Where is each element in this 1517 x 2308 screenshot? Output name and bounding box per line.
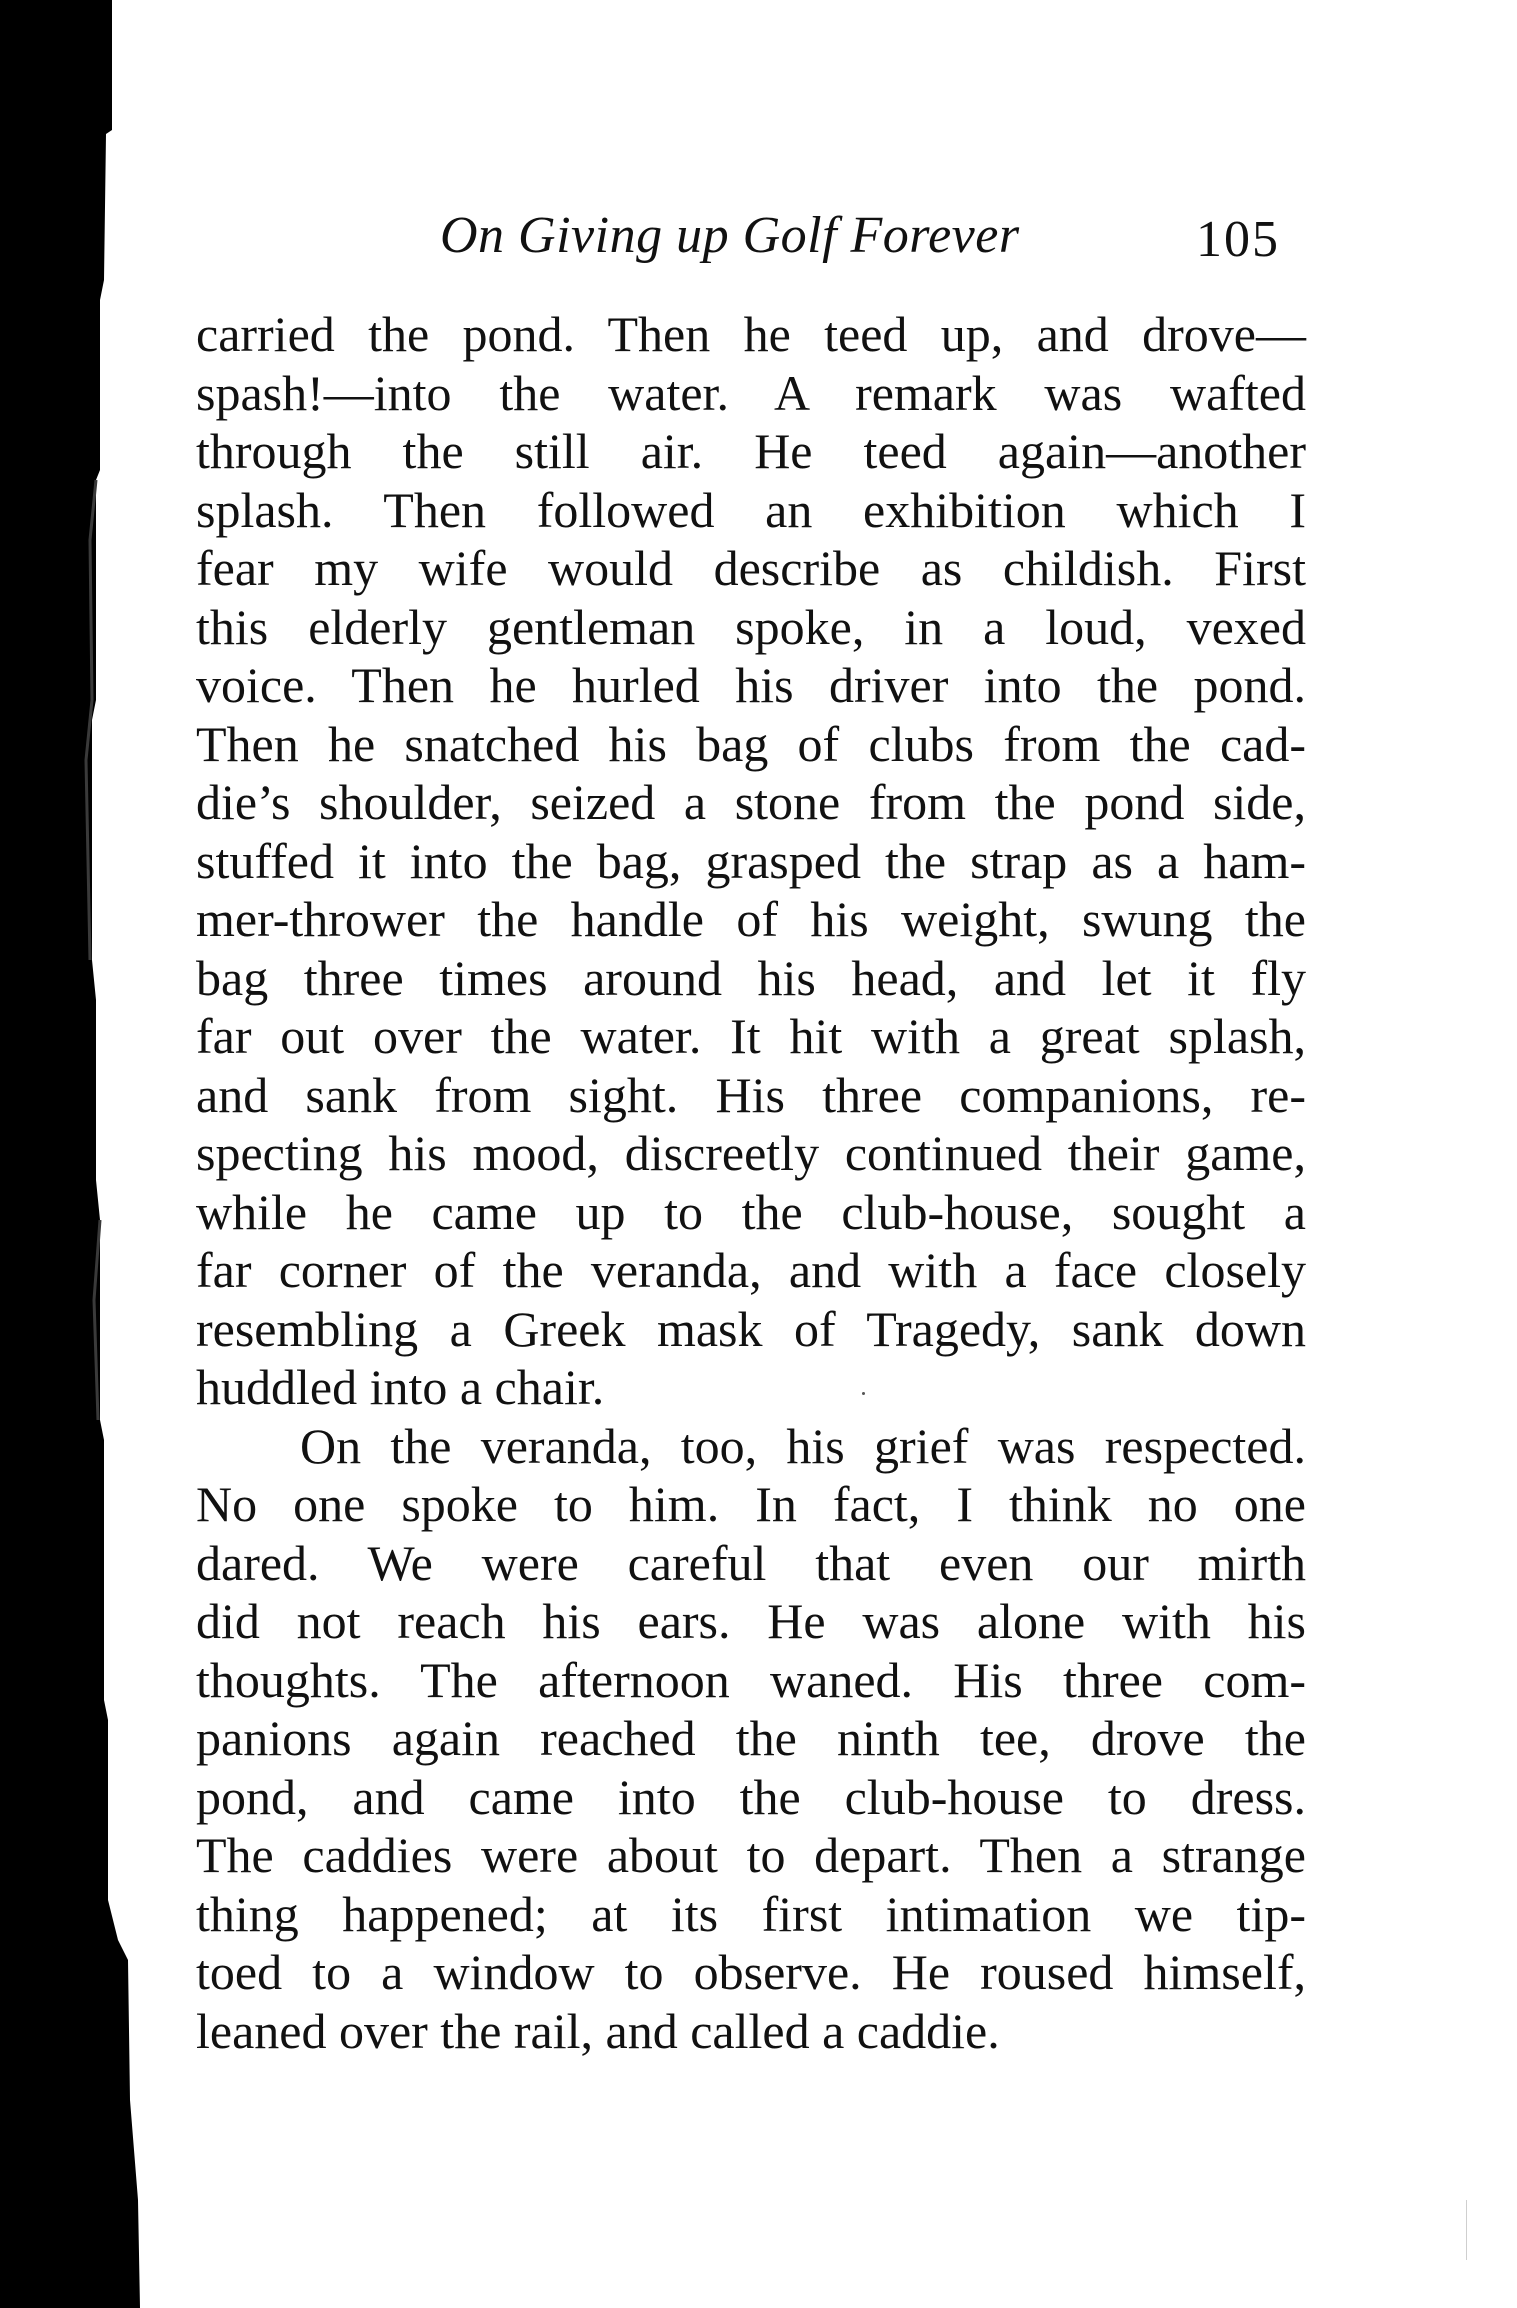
scan-artifact-line	[1466, 2200, 1467, 2260]
text-line: mer-thrower the handle of his weight, swung the	[196, 891, 1306, 947]
paragraph-1	[196, 305, 1306, 1417]
text-line: far corner of the veranda, and with a face closely	[196, 1242, 1306, 1298]
text-line: die’s shoulder, seized a stone from the pond side,	[196, 774, 1306, 830]
text-line: while he came up to the club-house, sought a	[196, 1183, 1306, 1240]
body-text	[196, 305, 1306, 2060]
text-line: The caddies were about to depart. Then a strange	[196, 1827, 1306, 1883]
running-title: On Giving up Golf Forever	[440, 207, 1020, 264]
text-line: stuffed it into the bag, grasped the strap as a ham-	[196, 832, 1306, 889]
text-line: this elderly gentleman spoke, in a loud, vexed	[196, 598, 1306, 655]
text-line: specting his mood, discreetly continued their game,	[196, 1125, 1306, 1181]
text-line: On the veranda, too, his grief was respected.	[300, 1417, 1306, 1474]
text-line: bag three times around his head, and let it fly	[196, 949, 1306, 1006]
text-line: spash!—into the water. A remark was wafted	[196, 364, 1306, 421]
text-line: and sank from sight. His three companions, re-	[196, 1066, 1306, 1123]
text-line: Then he snatched his bag of clubs from the cad-	[196, 715, 1306, 772]
text-line: thing happened; at its first intimation we tip-	[196, 1885, 1306, 1942]
text-line: huddled into a chair.	[196, 1359, 605, 1415]
text-line: did not reach his ears. He was alone with his	[196, 1593, 1306, 1649]
paragraph-2	[196, 1417, 1306, 2061]
text-line: resembling a Greek mask of Tragedy, sank down	[196, 1300, 1306, 1357]
text-line: carried the pond. Then he teed up, and drove—	[196, 306, 1306, 362]
page-number: 105	[1196, 211, 1280, 268]
text-line: thoughts. The afternoon waned. His three com-	[196, 1651, 1306, 1708]
running-head	[440, 206, 1280, 276]
text-line: No one spoke to him. In fact, I think no one	[196, 1476, 1306, 1532]
text-line: dared. We were careful that even our mirth	[196, 1534, 1306, 1591]
ink-speck	[862, 1392, 865, 1395]
text-line: toed to a window to observe. He roused himself,	[196, 1944, 1306, 2000]
text-line: panions again reached the ninth tee, drove the	[196, 1710, 1306, 1766]
text-line: far out over the water. It hit with a great splash,	[196, 1008, 1306, 1064]
scanned-page-edge-shadow	[0, 0, 140, 2308]
text-line: through the still air. He teed again—another	[196, 423, 1306, 479]
text-line: pond, and came into the club-house to dress.	[196, 1768, 1306, 1825]
text-line: voice. Then he hurled his driver into the pond.	[196, 657, 1306, 713]
text-line: splash. Then followed an exhibition which I	[196, 481, 1306, 538]
text-line: leaned over the rail, and called a caddie.	[196, 2002, 1000, 2059]
text-line: fear my wife would describe as childish. First	[196, 540, 1306, 596]
